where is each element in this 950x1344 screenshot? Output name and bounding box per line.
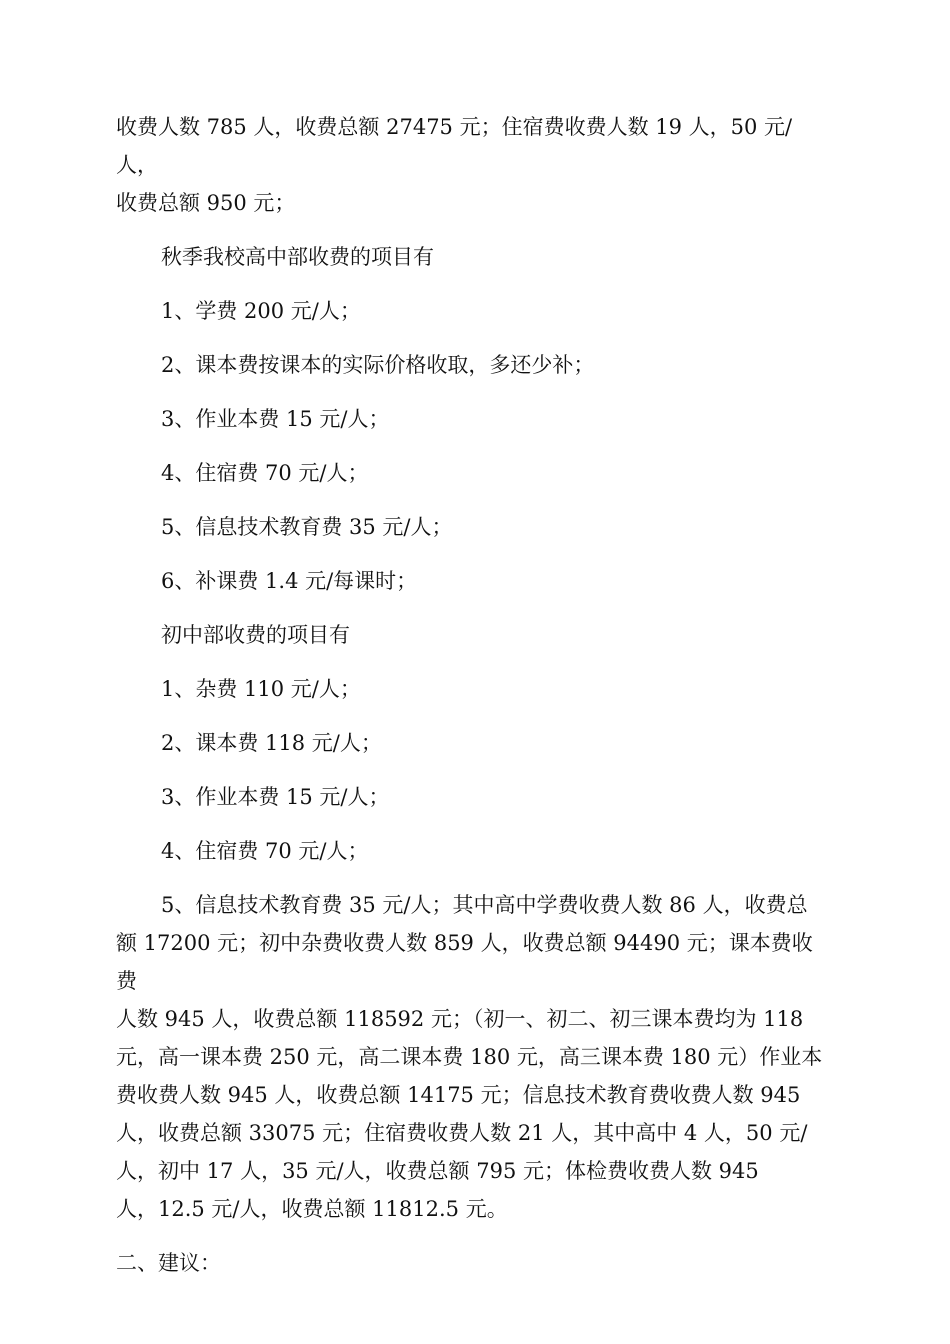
summary-line: 5、信息技术教育费 35 元/人；其中高中学费收费人数 86 人，收费总 — [161, 893, 808, 917]
opening-line: 收费人数 785 人，收费总额 27475 元；住宿费收费人数 19 人，50 元/人， — [116, 115, 793, 177]
summary-line: 人，收费总额 33075 元；住宿费收费人数 21 人，其中高中 4 人，50 元/ — [116, 1121, 808, 1145]
high-school-heading: 秋季我校高中部收费的项目有 — [161, 245, 434, 269]
summary-paragraph — [116, 886, 832, 1228]
summary-line: 额 17200 元；初中杂费收费人数 859 人，收费总额 94490 元；课本费收费 — [116, 931, 813, 993]
high-school-item: 4、住宿费 70 元/人； — [161, 461, 369, 485]
middle-school-item: 2、课本费 118 元/人； — [161, 731, 382, 755]
middle-school-heading: 初中部收费的项目有 — [161, 623, 350, 647]
section-two-heading: 二、建议： — [116, 1251, 221, 1275]
opening-paragraph — [116, 108, 832, 222]
summary-line: 人，初中 17 人，35 元/人，收费总额 795 元；体检费收费人数 945 — [116, 1159, 759, 1183]
high-school-item: 1、学费 200 元/人； — [161, 299, 361, 323]
high-school-item: 2、课本费按课本的实际价格收取，多还少补； — [161, 353, 595, 377]
summary-line: 人数 945 人，收费总额 118592 元；（初一、初二、初三课本费均为 118 — [116, 1007, 804, 1031]
document-body — [116, 108, 832, 1282]
summary-line: 费收费人数 945 人，收费总额 14175 元；信息技术教育费收费人数 945 — [116, 1083, 801, 1107]
opening-line: 收费总额 950 元； — [116, 191, 296, 215]
high-school-item: 5、信息技术教育费 35 元/人； — [161, 515, 453, 539]
middle-school-item: 4、住宿费 70 元/人； — [161, 839, 369, 863]
middle-school-item: 3、作业本费 15 元/人； — [161, 785, 390, 809]
summary-line: 人，12.5 元/人，收费总额 11812.5 元。 — [116, 1197, 508, 1221]
middle-school-item: 1、杂费 110 元/人； — [161, 677, 361, 701]
high-school-item: 6、补课费 1.4 元/每课时； — [161, 569, 418, 593]
summary-line: 元，高一课本费 250 元，高二课本费 180 元，高三课本费 180 元）作业本 — [116, 1045, 823, 1069]
high-school-item: 3、作业本费 15 元/人； — [161, 407, 390, 431]
